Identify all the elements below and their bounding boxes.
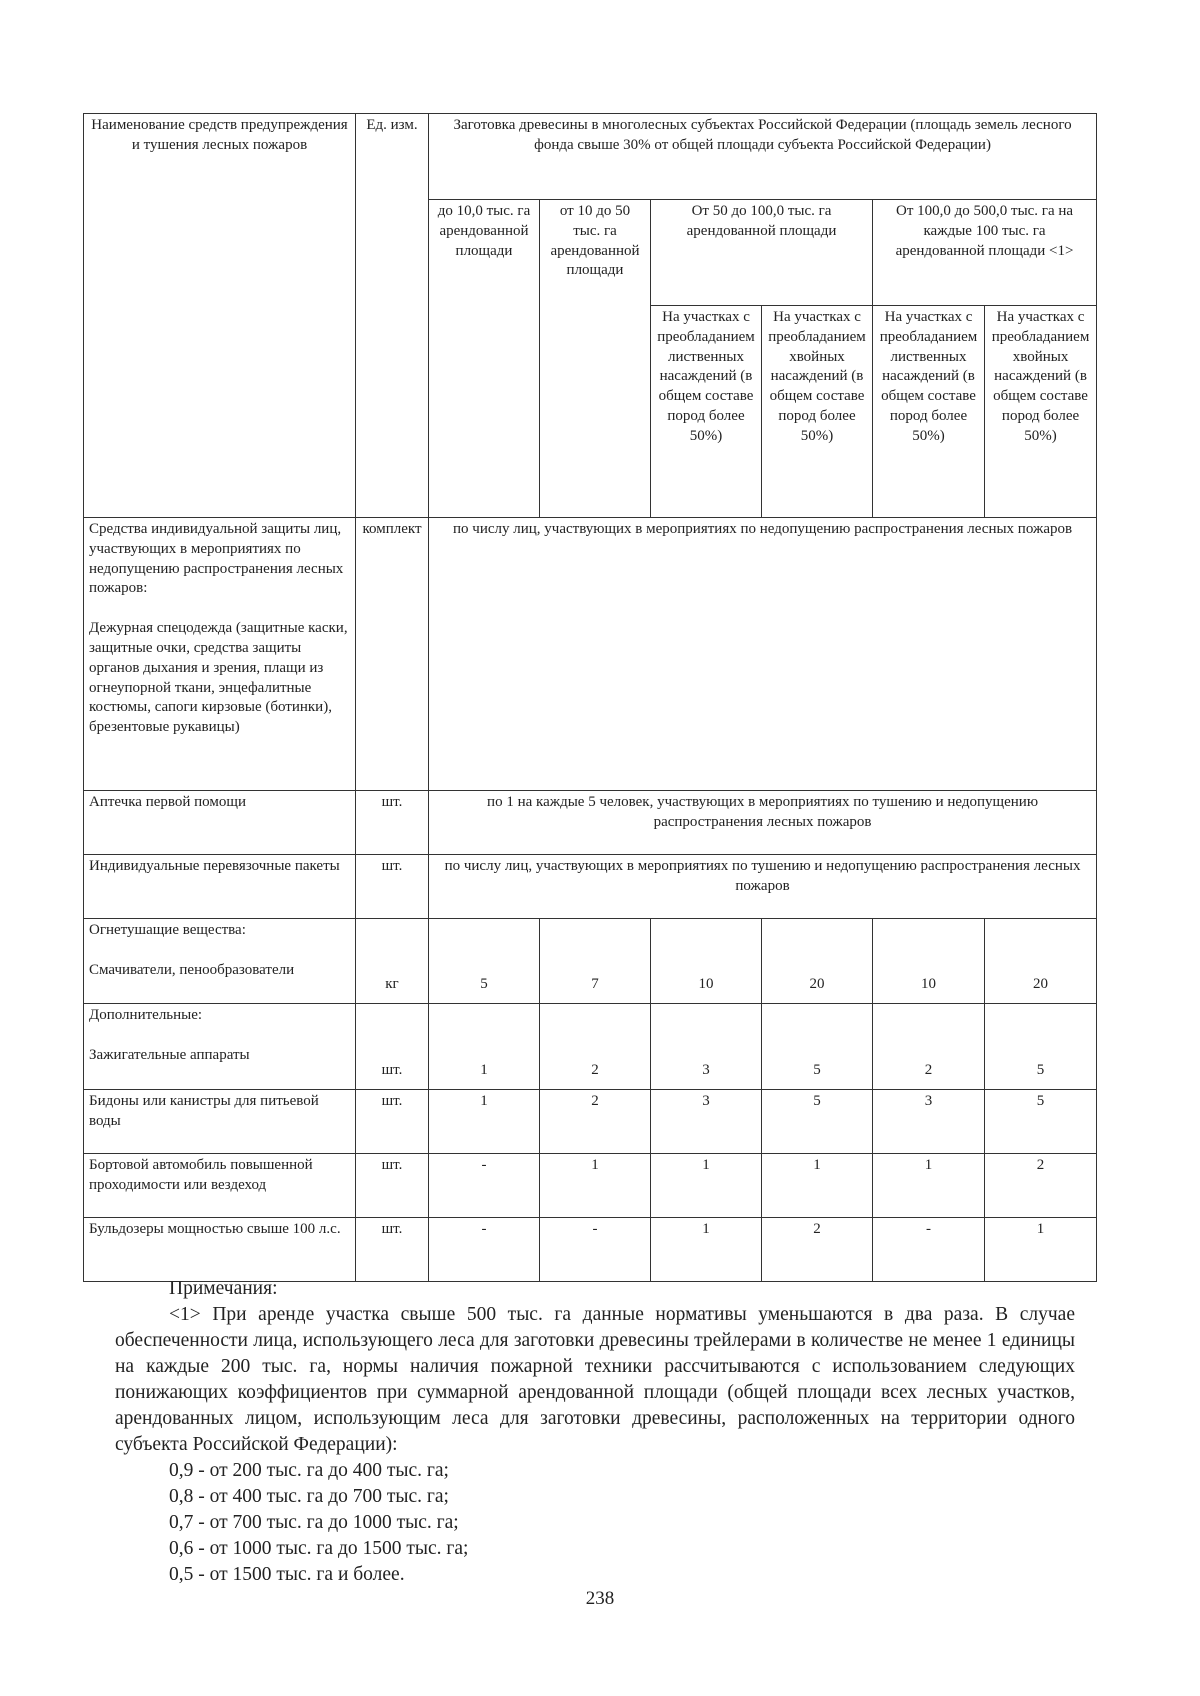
dressing-row — [84, 855, 1097, 919]
dressing-unit: шт. — [356, 855, 429, 919]
header-row-1 — [84, 114, 1097, 200]
header-up-to-10: до 10,0 тыс. га арендованной площади — [429, 200, 540, 518]
ppe-group-label: Средства индивидуальной защиты лиц, участвующих в мероприятиях по недопущению распространения лесных пожаров: — [89, 521, 344, 597]
ppe-norm: по числу лиц, участвующих в мероприятиях по недопущению распространения лесных пожаров — [429, 518, 1097, 791]
header-coniferous-50-100: На участках с преобладанием хвойных насаждений (в общем составе пород более 50%) — [762, 306, 873, 518]
extinguishing-group-label: Огнетушащие вещества: — [89, 922, 246, 938]
additional-label: Бульдозеры мощностью свыше 100 л.с. — [84, 1218, 356, 1282]
dressing-norm: по числу лиц, участвующих в мероприятиях по тушению и недопущению распространения лесных пожаров — [429, 855, 1097, 919]
coefficient-item: 0,5 - от 1500 тыс. га и более. — [169, 1564, 405, 1585]
additional-value: 5 — [762, 1004, 873, 1090]
additional-row-3 — [84, 1218, 1097, 1282]
additional-value: 1 — [762, 1154, 873, 1218]
ppe-row — [84, 518, 1097, 791]
extinguishing-value: 7 — [540, 919, 651, 1004]
additional-value: 3 — [651, 1090, 762, 1154]
additional-group-label: Дополнительные: — [89, 1007, 203, 1023]
additional-value: 1 — [651, 1154, 762, 1218]
coefficient-item: 0,8 - от 400 тыс. га до 700 тыс. га; — [169, 1486, 449, 1507]
additional-value: - — [540, 1218, 651, 1282]
ppe-item-label: Дежурная спецодежда (защитные каски, защитные очки, средства защиты органов дыхания и зрения, плащи из огнеупорной ткани, энцефалитные костюмы, сапоги кирзовые (ботинки), брезентовые рукавицы) — [89, 620, 348, 736]
additional-unit: шт. — [356, 1154, 429, 1218]
additional-row-2 — [84, 1154, 1097, 1218]
additional-value: - — [429, 1218, 540, 1282]
fire-equipment-norms-table — [83, 113, 1097, 1282]
ppe-unit: комплект — [356, 518, 429, 791]
additional-value: 3 — [651, 1004, 762, 1090]
header-group-title: Заготовка древесины в многолесных субъектах Российской Федерации (площадь земель лесного фонда свыше 30% от общей площади субъекта Российской Федерации) — [429, 114, 1097, 200]
additional-value: 5 — [985, 1004, 1097, 1090]
header-deciduous-100-500: На участках с преобладанием лиственных насаждений (в общем составе пород более 50%) — [873, 306, 985, 518]
additional-label: Бортовой автомобиль повышенной проходимости или вездеход — [84, 1154, 356, 1218]
additional-value: 2 — [762, 1218, 873, 1282]
extinguishing-value: 5 — [429, 919, 540, 1004]
additional-unit: шт. — [356, 1218, 429, 1282]
header-deciduous-50-100: На участках с преобладанием лиственных насаждений (в общем составе пород более 50%) — [651, 306, 762, 518]
header-coniferous-100-500: На участках с преобладанием хвойных насаждений (в общем составе пород более 50%) — [985, 306, 1097, 518]
first-aid-label: Аптечка первой помощи — [84, 791, 356, 855]
coefficient-item: 0,6 - от 1000 тыс. га до 1500 тыс. га; — [169, 1538, 469, 1559]
additional-value: 5 — [985, 1090, 1097, 1154]
ppe-label-cell — [84, 518, 356, 791]
extinguishing-unit: кг — [356, 919, 429, 1004]
notes-title: Примечания: — [169, 1278, 278, 1299]
additional-value: 1 — [429, 1004, 540, 1090]
additional-value: 3 — [873, 1090, 985, 1154]
extinguishing-value: 10 — [873, 919, 985, 1004]
additional-unit: шт. — [356, 1004, 429, 1090]
additional-label-cell — [84, 1004, 356, 1090]
additional-row-0 — [84, 1004, 1097, 1090]
additional-value: 2 — [540, 1004, 651, 1090]
extinguishing-label: Смачиватели, пенообразователи — [89, 961, 295, 978]
additional-value: 1 — [651, 1218, 762, 1282]
additional-value: - — [429, 1154, 540, 1218]
header-unit: Ед. изм. — [356, 114, 429, 518]
additional-value: 2 — [873, 1004, 985, 1090]
first-aid-row — [84, 791, 1097, 855]
additional-value: 2 — [540, 1090, 651, 1154]
additional-value: 2 — [985, 1154, 1097, 1218]
additional-row-1 — [84, 1090, 1097, 1154]
additional-label: Зажигательные аппараты — [89, 1046, 250, 1063]
header-name: Наименование средств предупреждения и тушения лесных пожаров — [84, 114, 356, 518]
additional-value: 1 — [540, 1154, 651, 1218]
page-number: 238 — [585, 1588, 615, 1609]
additional-unit: шт. — [356, 1090, 429, 1154]
header-100-500: От 100,0 до 500,0 тыс. га на каждые 100 тыс. га арендованной площади <1> — [873, 200, 1097, 306]
additional-value: 5 — [762, 1090, 873, 1154]
notes-section — [115, 1276, 1075, 1588]
additional-value: - — [873, 1218, 985, 1282]
additional-value: 1 — [873, 1154, 985, 1218]
extinguishing-value: 20 — [985, 919, 1097, 1004]
extinguishing-value: 10 — [651, 919, 762, 1004]
header-50-100: От 50 до 100,0 тыс. га арендованной площади — [651, 200, 873, 306]
first-aid-unit: шт. — [356, 791, 429, 855]
additional-value: 1 — [985, 1218, 1097, 1282]
header-10-50: от 10 до 50 тыс. га арендованной площади — [540, 200, 651, 518]
notes-text: <1> При аренде участка свыше 500 тыс. га данные нормативы уменьшаются в два раза. В случае обеспеченности лица, использующего леса для заготовки древесины трейлерами в количестве не менее 1 единицы на каждые 200 тыс. га, нормы наличия пожарной техники рассчитываются с использованием следующих понижающих коэффициентов при суммарной арендованной площади (общей площади всех лесных участков, арендованных лицом, использующим леса для заготовки древесины, расположенных на территории одного субъекта Российской Федерации): — [115, 1304, 1075, 1455]
extinguishing-value: 20 — [762, 919, 873, 1004]
first-aid-norm: по 1 на каждые 5 человек, участвующих в мероприятиях по тушению и недопущению распространения лесных пожаров — [429, 791, 1097, 855]
coefficient-item: 0,7 - от 700 тыс. га до 1000 тыс. га; — [169, 1512, 459, 1533]
extinguishing-row — [84, 919, 1097, 1004]
extinguishing-label-cell — [84, 919, 356, 1004]
dressing-label: Индивидуальные перевязочные пакеты — [84, 855, 356, 919]
additional-value: 1 — [429, 1090, 540, 1154]
additional-label: Бидоны или канистры для питьевой воды — [84, 1090, 356, 1154]
coefficient-item: 0,9 - от 200 тыс. га до 400 тыс. га; — [169, 1460, 449, 1481]
